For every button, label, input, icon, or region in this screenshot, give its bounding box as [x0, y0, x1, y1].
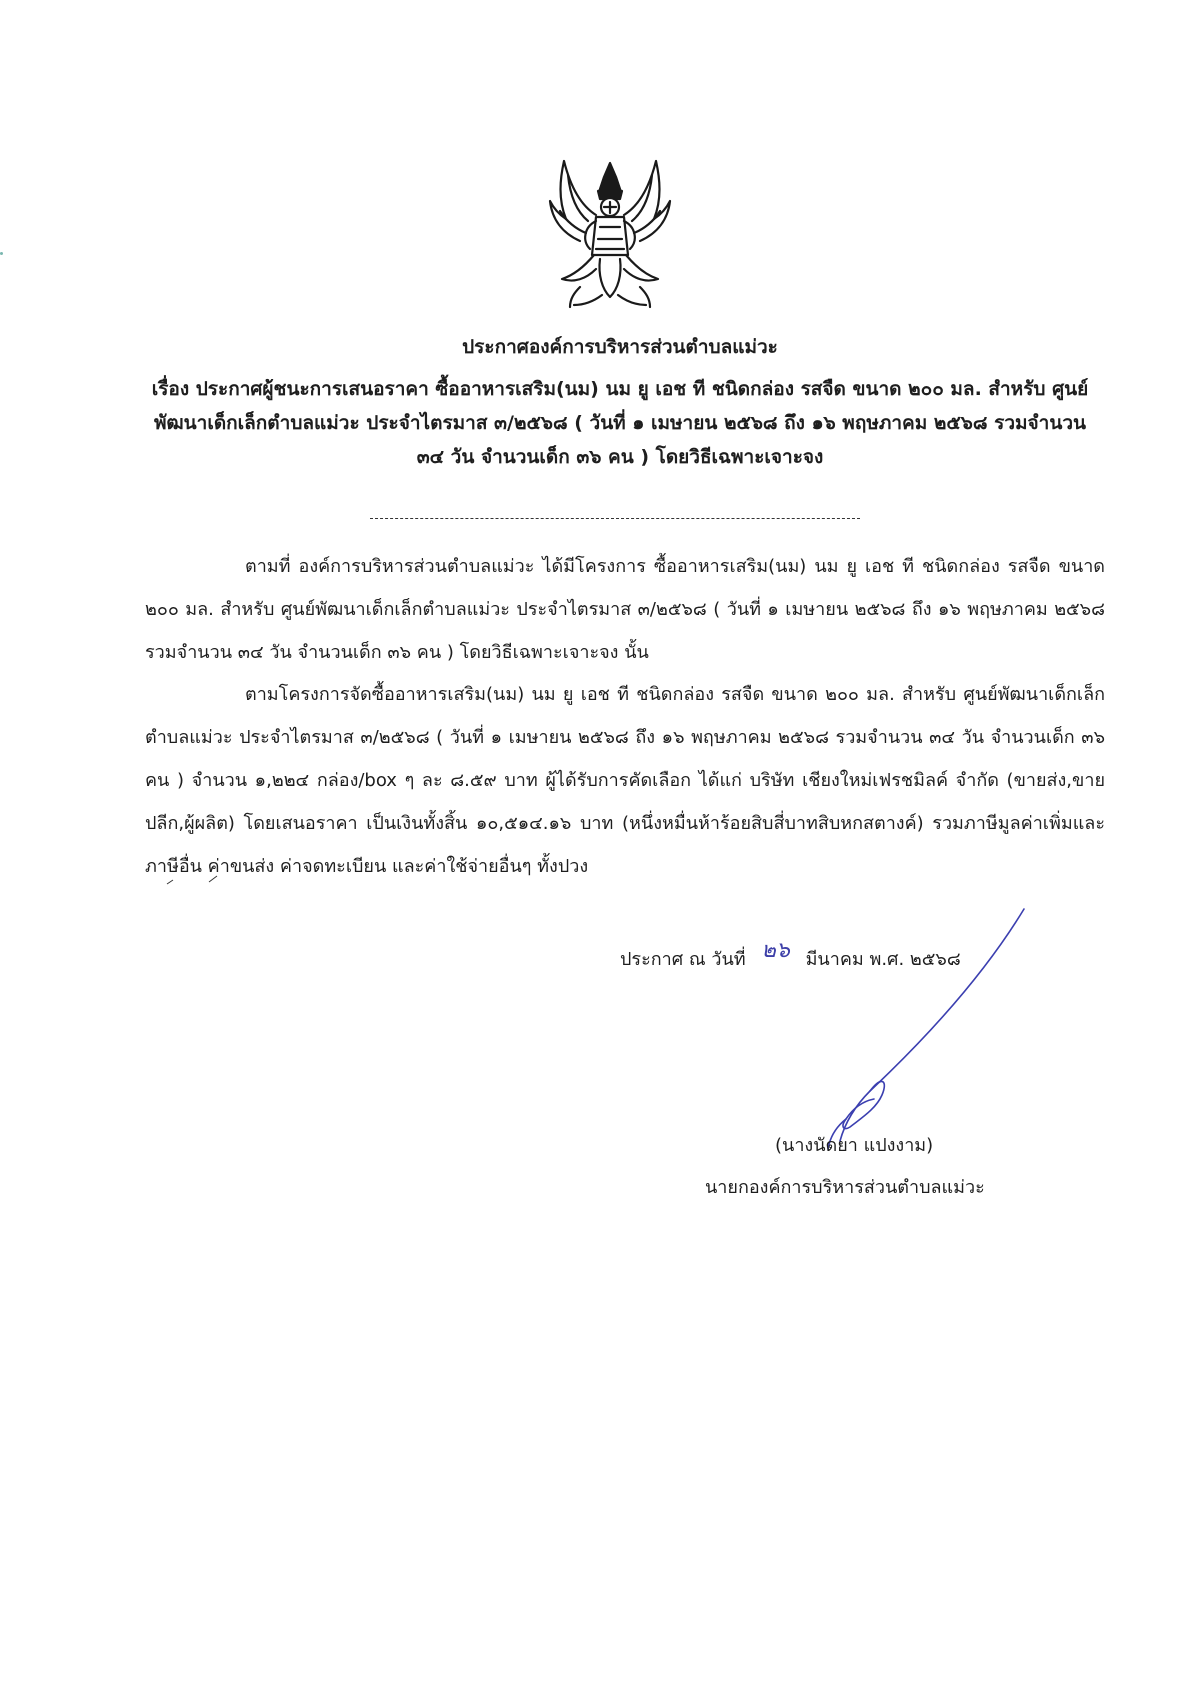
- date-prefix: ประกาศ ณ วันที่: [620, 949, 746, 970]
- signer-name: (นางนัดยา แปงงาม): [775, 1135, 934, 1156]
- body-paragraph-1: ตามที่ องค์การบริหารส่วนตำบลแม่วะ ได้มีโครงการ ซื้ออาหารเสริม(นม) นม ยู เอช ที ชนิดกล่อง รสจืด ขนาด ๒๐๐ มล. สำหรับ ศูนย์พัฒนาเด็กเล็กตำบลแม่วะ ประจำไตรมาส ๓/๒๕๖๘ ( วันที่ ๑ เมษายน ๒๕๖๘ ถึง ๑๖ พฤษภาคม ๒๕๖๘ รวมจำนวน ๓๔ วัน จำนวนเด็ก ๓๖ คน ) โดยวิธีเฉพาะเจาะจง นั้น: [145, 556, 1105, 663]
- header-divider: [370, 518, 860, 519]
- signer-position: นายกองค์การบริหารส่วนตำบลแม่วะ: [705, 1177, 985, 1198]
- garuda-emblem-icon: [540, 155, 680, 315]
- date-day-handwritten: ๒๖: [761, 938, 790, 963]
- scan-speck: [0, 252, 3, 255]
- handwritten-signature-icon: [790, 905, 1030, 1155]
- announcement-subject: เรื่อง ประกาศผู้ชนะการเสนอราคา ซื้ออาหารเสริม(นม) นม ยู เอช ที ชนิดกล่อง รสจืด ขนาด ๒๐๐ มล. สำหรับ ศูนย์พัฒนาเด็กเล็กตำบลแม่วะ ประจำไตรมาส ๓/๒๕๖๘ ( วันที่ ๑ เมษายน ๒๕๖๘ ถึง ๑๖ พฤษภาคม ๒๕๖๘ รวมจำนวน ๓๔ วัน จำนวนเด็ก ๓๖ คน ) โดยวิธีเฉพาะเจาะจง: [151, 378, 1089, 468]
- announcement-title: ประกาศองค์การบริหารส่วนตำบลแม่วะ: [462, 336, 778, 358]
- date-month-year: มีนาคม พ.ศ. ๒๕๖๘: [805, 949, 961, 970]
- body-paragraph-2: ตามโครงการจัดซื้ออาหารเสริม(นม) นม ยู เอช ที ชนิดกล่อง รสจืด ขนาด ๒๐๐ มล. สำหรับ ศูนย์พัฒนาเด็กเล็กตำบลแม่วะ ประจำไตรมาส ๓/๒๕๖๘ ( วันที่ ๑ เมษายน ๒๕๖๘ ถึง ๑๖ พฤษภาคม ๒๕๖๘ รวมจำนวน ๓๔ วัน จำนวนเด็ก ๓๖ คน ) จำนวน ๑,๒๒๔ กล่อง/box ๆ ละ ๘.๕๙ บาท ผู้ได้รับการคัดเลือก ได้แก่ บริษัท เชียงใหม่เฟรชมิลค์ จำกัด (ขายส่ง,ขายปลีก,ผู้ผลิต) โดยเสนอราคา เป็นเงินทั้งสิ้น ๑๐,๕๑๔.๑๖ บาท (หนึ่งหมื่นห้าร้อยสิบสี่บาทสิบหกสตางค์) รวมภาษีมูลค่าเพิ่มและภาษีอื่น ค่าขนส่ง ค่าจดทะเบียน และค่าใช้จ่ายอื่นๆ ทั้งปวง: [145, 684, 1105, 877]
- pen-mark-icon: [165, 870, 235, 890]
